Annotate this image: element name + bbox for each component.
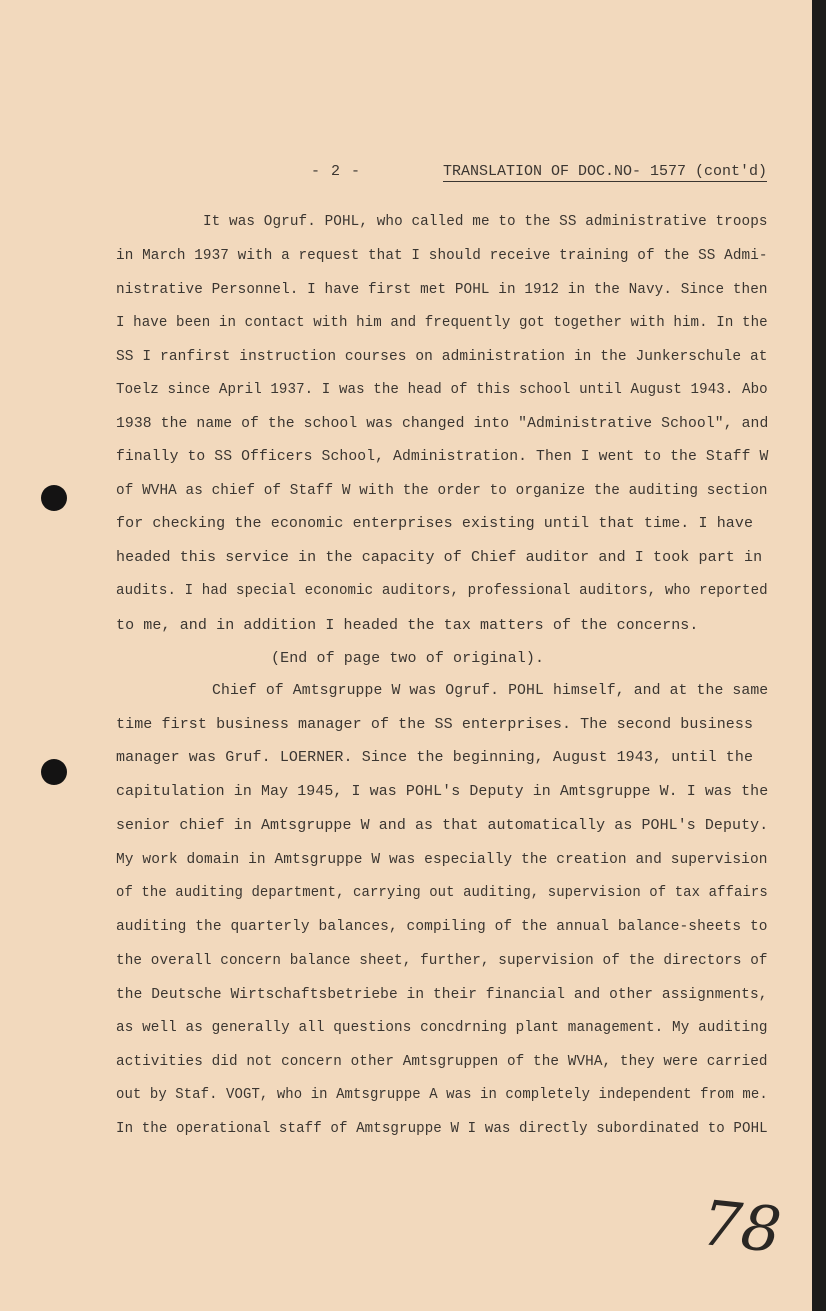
text-line-24: the Deutsche Wirtschaftsbetriebe in their financial and other assignments,	[116, 986, 768, 1003]
text-line-8: finally to SS Officers School, Administration. Then I went to the Staff W	[116, 448, 769, 465]
page-number: - 2 -	[311, 163, 362, 180]
text-line-11: headed this service in the capacity of Chief auditor and I took part in	[116, 549, 763, 566]
text-line-13: to me, and in addition I headed the tax matters of the concerns.	[116, 617, 699, 634]
text-line-26: activities did not concern other Amtsgruppen of the WVHA, they were carried	[116, 1053, 768, 1070]
text-line-10: for checking the economic enterprises existing until that time. I have	[116, 515, 754, 532]
end-of-page-note: (End of page two of original).	[271, 650, 545, 667]
text-line-12: audits. I had special economic auditors, professional auditors, who reported	[116, 582, 768, 599]
text-line-22: auditing the quarterly balances, compiling of the annual balance-sheets to	[116, 918, 768, 935]
handwritten-page-number: 78	[698, 1186, 785, 1267]
punch-hole-bottom	[41, 759, 67, 785]
text-line-19: senior chief in Amtsgruppe W and as that automatically as POHL's Deputy.	[116, 817, 769, 834]
text-line-21: of the auditing department, carrying out auditing, supervision of tax affairs	[116, 884, 768, 901]
document-title: TRANSLATION OF DOC.NO- 1577 (cont'd)	[443, 163, 768, 180]
text-line-5: SS I ranfirst instruction courses on administration in the Junkerschule at	[116, 348, 768, 365]
text-line-9: of WVHA as chief of Staff W with the order to organize the auditing section	[116, 482, 768, 499]
text-line-4: I have been in contact with him and frequently got together with him. In the	[116, 314, 768, 331]
text-line-17: manager was Gruf. LOERNER. Since the beginning, August 1943, until the	[116, 749, 754, 766]
text-line-15: Chief of Amtsgruppe W was Ogruf. POHL himself, and at the same	[212, 682, 769, 699]
text-line-23: the overall concern balance sheet, further, supervision of the directors of	[116, 952, 768, 969]
text-line-2: in March 1937 with a request that I should receive training of the SS Admi-	[116, 247, 768, 264]
text-line-20: My work domain in Amtsgruppe W was especially the creation and supervision	[116, 851, 768, 868]
text-line-16: time first business manager of the SS enterprises. The second business	[116, 716, 754, 733]
text-line-7: 1938 the name of the school was changed into "Administrative School", and	[116, 415, 769, 432]
text-line-27: out by Staf. VOGT, who in Amtsgruppe A was in completely independent from me.	[116, 1086, 768, 1103]
text-line-18: capitulation in May 1945, I was POHL's Deputy in Amtsgruppe W. I was the	[116, 783, 769, 800]
punch-hole-top	[41, 485, 67, 511]
text-line-3: nistrative Personnel. I have first met POHL in 1912 in the Navy. Since then	[116, 281, 768, 298]
text-line-6: Toelz since April 1937. I was the head of this school until August 1943. Abo	[116, 381, 768, 398]
text-line-28: In the operational staff of Amtsgruppe W I was directly subordinated to POHL	[116, 1120, 768, 1137]
text-line-1: It was Ogruf. POHL, who called me to the SS administrative troops	[203, 213, 768, 230]
text-line-25: as well as generally all questions concdrning plant management. My auditing	[116, 1019, 768, 1036]
